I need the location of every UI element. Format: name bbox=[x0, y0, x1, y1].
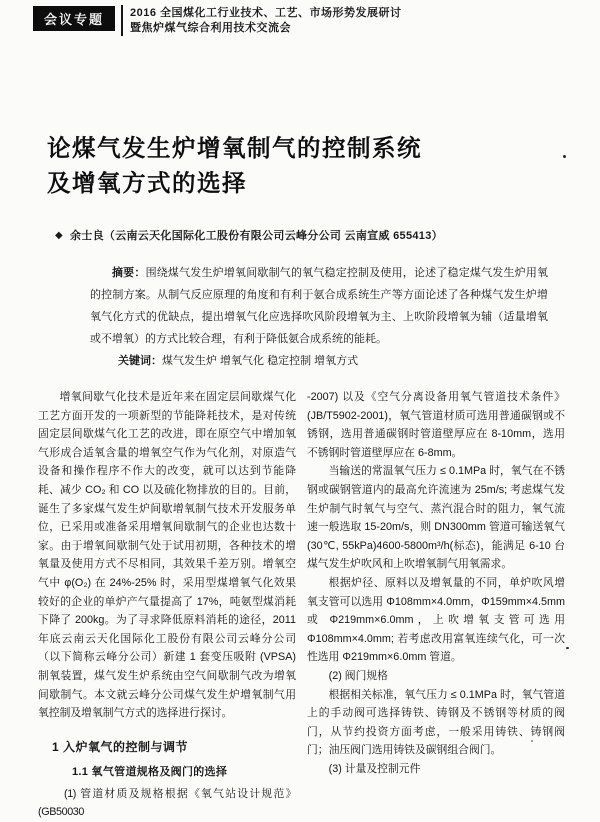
list-item-1-start: (1) 管道材质及规格根据《氧气站设计规范》(GB50030 bbox=[38, 787, 296, 819]
conference-title-line2: 暨焦炉煤气综合利用技术交流会 bbox=[130, 22, 291, 34]
abstract-paragraph bbox=[90, 262, 548, 350]
body-paragraph: 当输送的常温氧气压力 ≤ 0.1MPa 时，氧气在不锈钢或碳钢管道内的最高允许流速为 25m/s; 考虑煤气发生炉制气时氧气与空气、蒸汽混合时的阻力，氧气流速一般选取 15-20m/s，则 DN300mm 管道可输送氧气 (30℃, 55kPa)4600-5800m³/h(标态)，能满足 6-10 台煤气发生炉吹风和上吹增氧制气用氧需求。 bbox=[307, 465, 565, 571]
right-column bbox=[307, 388, 565, 822]
header-divider bbox=[121, 5, 123, 36]
body-columns bbox=[38, 388, 565, 822]
scan-speck bbox=[563, 155, 566, 158]
abstract-section bbox=[90, 262, 548, 372]
list-item-1-continuation: -2007) 以及《空气分离设备用氧气管道技术条件》(JB/T5902-2001)，氧气管道材质可选用普通碳钢或不锈钢，选用普通碳钢时管道壁厚应在 8-10mm，选用不锈钢时管道壁厚应在 6-8mm。 bbox=[307, 391, 565, 459]
conference-title bbox=[130, 5, 402, 36]
abstract-label: 摘要： bbox=[112, 267, 146, 279]
conference-title-line1: 2016 全国煤化工行业技术、工艺、市场形势发展研讨 bbox=[130, 7, 402, 19]
author-text: 余士良（云南云天化国际化工股份有限公司云峰分公司 云南宣威 655413） bbox=[70, 230, 443, 242]
scan-speck bbox=[566, 647, 569, 649]
keywords-text: 煤气发生炉 增氧气化 稳定控制 增氧方式 bbox=[162, 355, 359, 367]
keywords-line bbox=[90, 350, 548, 372]
body-paragraph: 增氧间歇气化技术是近年来在固定层间歇煤气化工艺方面开发的一项新型的节能降耗技术，是对传统固定层间歇煤气化工艺的改进，即在原空气中增加氧气形成合适氧含量的增氧空气作为气化剂，对原造气设备和操作程序不作大的改变，就可以达到节能降耗、减少 CO₂ 和 CO 以及硫化物排放的目的。目前，诞生了多家煤气发生炉间歇增氧制气技术开发服务单位，已采用或准备采用增氧间歇制气的企业也达数十家。由于增氧间歇制气处于试用初期，各种技术的增氧量及使用方式不尽相同，其效果千差万别。增氧空气中 φ(O₂) 在 24%-25% 时，采用型煤增氧气化效果较好的企业的单炉产气量提高了 17%，吨氨型煤消耗下降了 200kg。为了寻求降低原料消耗的途径，2011 年底云南云天化国际化工股份有限公司云峰分公司（以下简称云峰分公司）新建 1 套变压吸附 (VPSA) 制氧装置，煤气发生炉系统由空气间歇制气改为增氧间歇制气。本文就云峰分公司煤气发生炉增氧制气用氧控制及增氧制气方式的选择进行探讨。 bbox=[38, 391, 296, 720]
scan-speck bbox=[531, 740, 533, 742]
article-title bbox=[47, 131, 422, 201]
keywords-label: 关键词： bbox=[118, 355, 162, 367]
diamond-bullet-icon: ◆ bbox=[55, 229, 63, 241]
left-column bbox=[38, 388, 296, 822]
body-paragraph: 根据炉径、原料以及增氧量的不同，单炉吹风增氧支管可以选用 Φ108mm×4.0mm，Φ159mm×4.5mm 或 Φ219mm×6.0mm，上吹增氧支管可选用 Φ108mm×4.0mm; 若考虑改用富氧连续气化，可一次性选用 Φ219mm×6.0mm 管道。 bbox=[307, 576, 565, 664]
conference-header bbox=[33, 5, 580, 36]
conference-badge-label: 会议专题 bbox=[43, 12, 104, 27]
section-1-heading: 1 入炉氧气的控制与调节 bbox=[52, 739, 189, 754]
section-1-1-heading: 1.1 氧气管道规格及阀门的选择 bbox=[72, 766, 228, 779]
author-line bbox=[55, 227, 443, 243]
article-title-line2: 及增氧方式的选择 bbox=[47, 170, 247, 196]
list-item-3: (3) 计量及控制元件 bbox=[328, 762, 421, 775]
list-item-2: (2) 阀门规格 bbox=[328, 669, 388, 682]
body-paragraph: 根据相关标准，氧气压力 ≤ 0.1MPa 时，氧气管道上的手动阀可选择铸铁、铸钢及不锈钢等材质的阀门，从节约投资方面考虑，一般采用铸铁、铸钢阀门；油压阀门选用铸铁及碳钢组合阀门。 bbox=[307, 688, 565, 757]
abstract-text: 围绕煤气发生炉增氧间歇制气的氧气稳定控制及使用，论述了稳定煤气发生炉用氧的控制方案。从制气反应原理的角度和有利于氨合成系统生产等方面论述了各种煤气发生炉增氧气化方式的优缺点，提出增氧气化应选择吹风阶段增氧为主、上吹阶段增氧为辅（适量增氧或不增氧）的方式比较合理，有利于降低氨合成系统的能耗。 bbox=[90, 267, 549, 345]
article-title-line1: 论煤气发生炉增氧制气的控制系统 bbox=[47, 135, 422, 161]
conference-badge bbox=[33, 6, 115, 31]
